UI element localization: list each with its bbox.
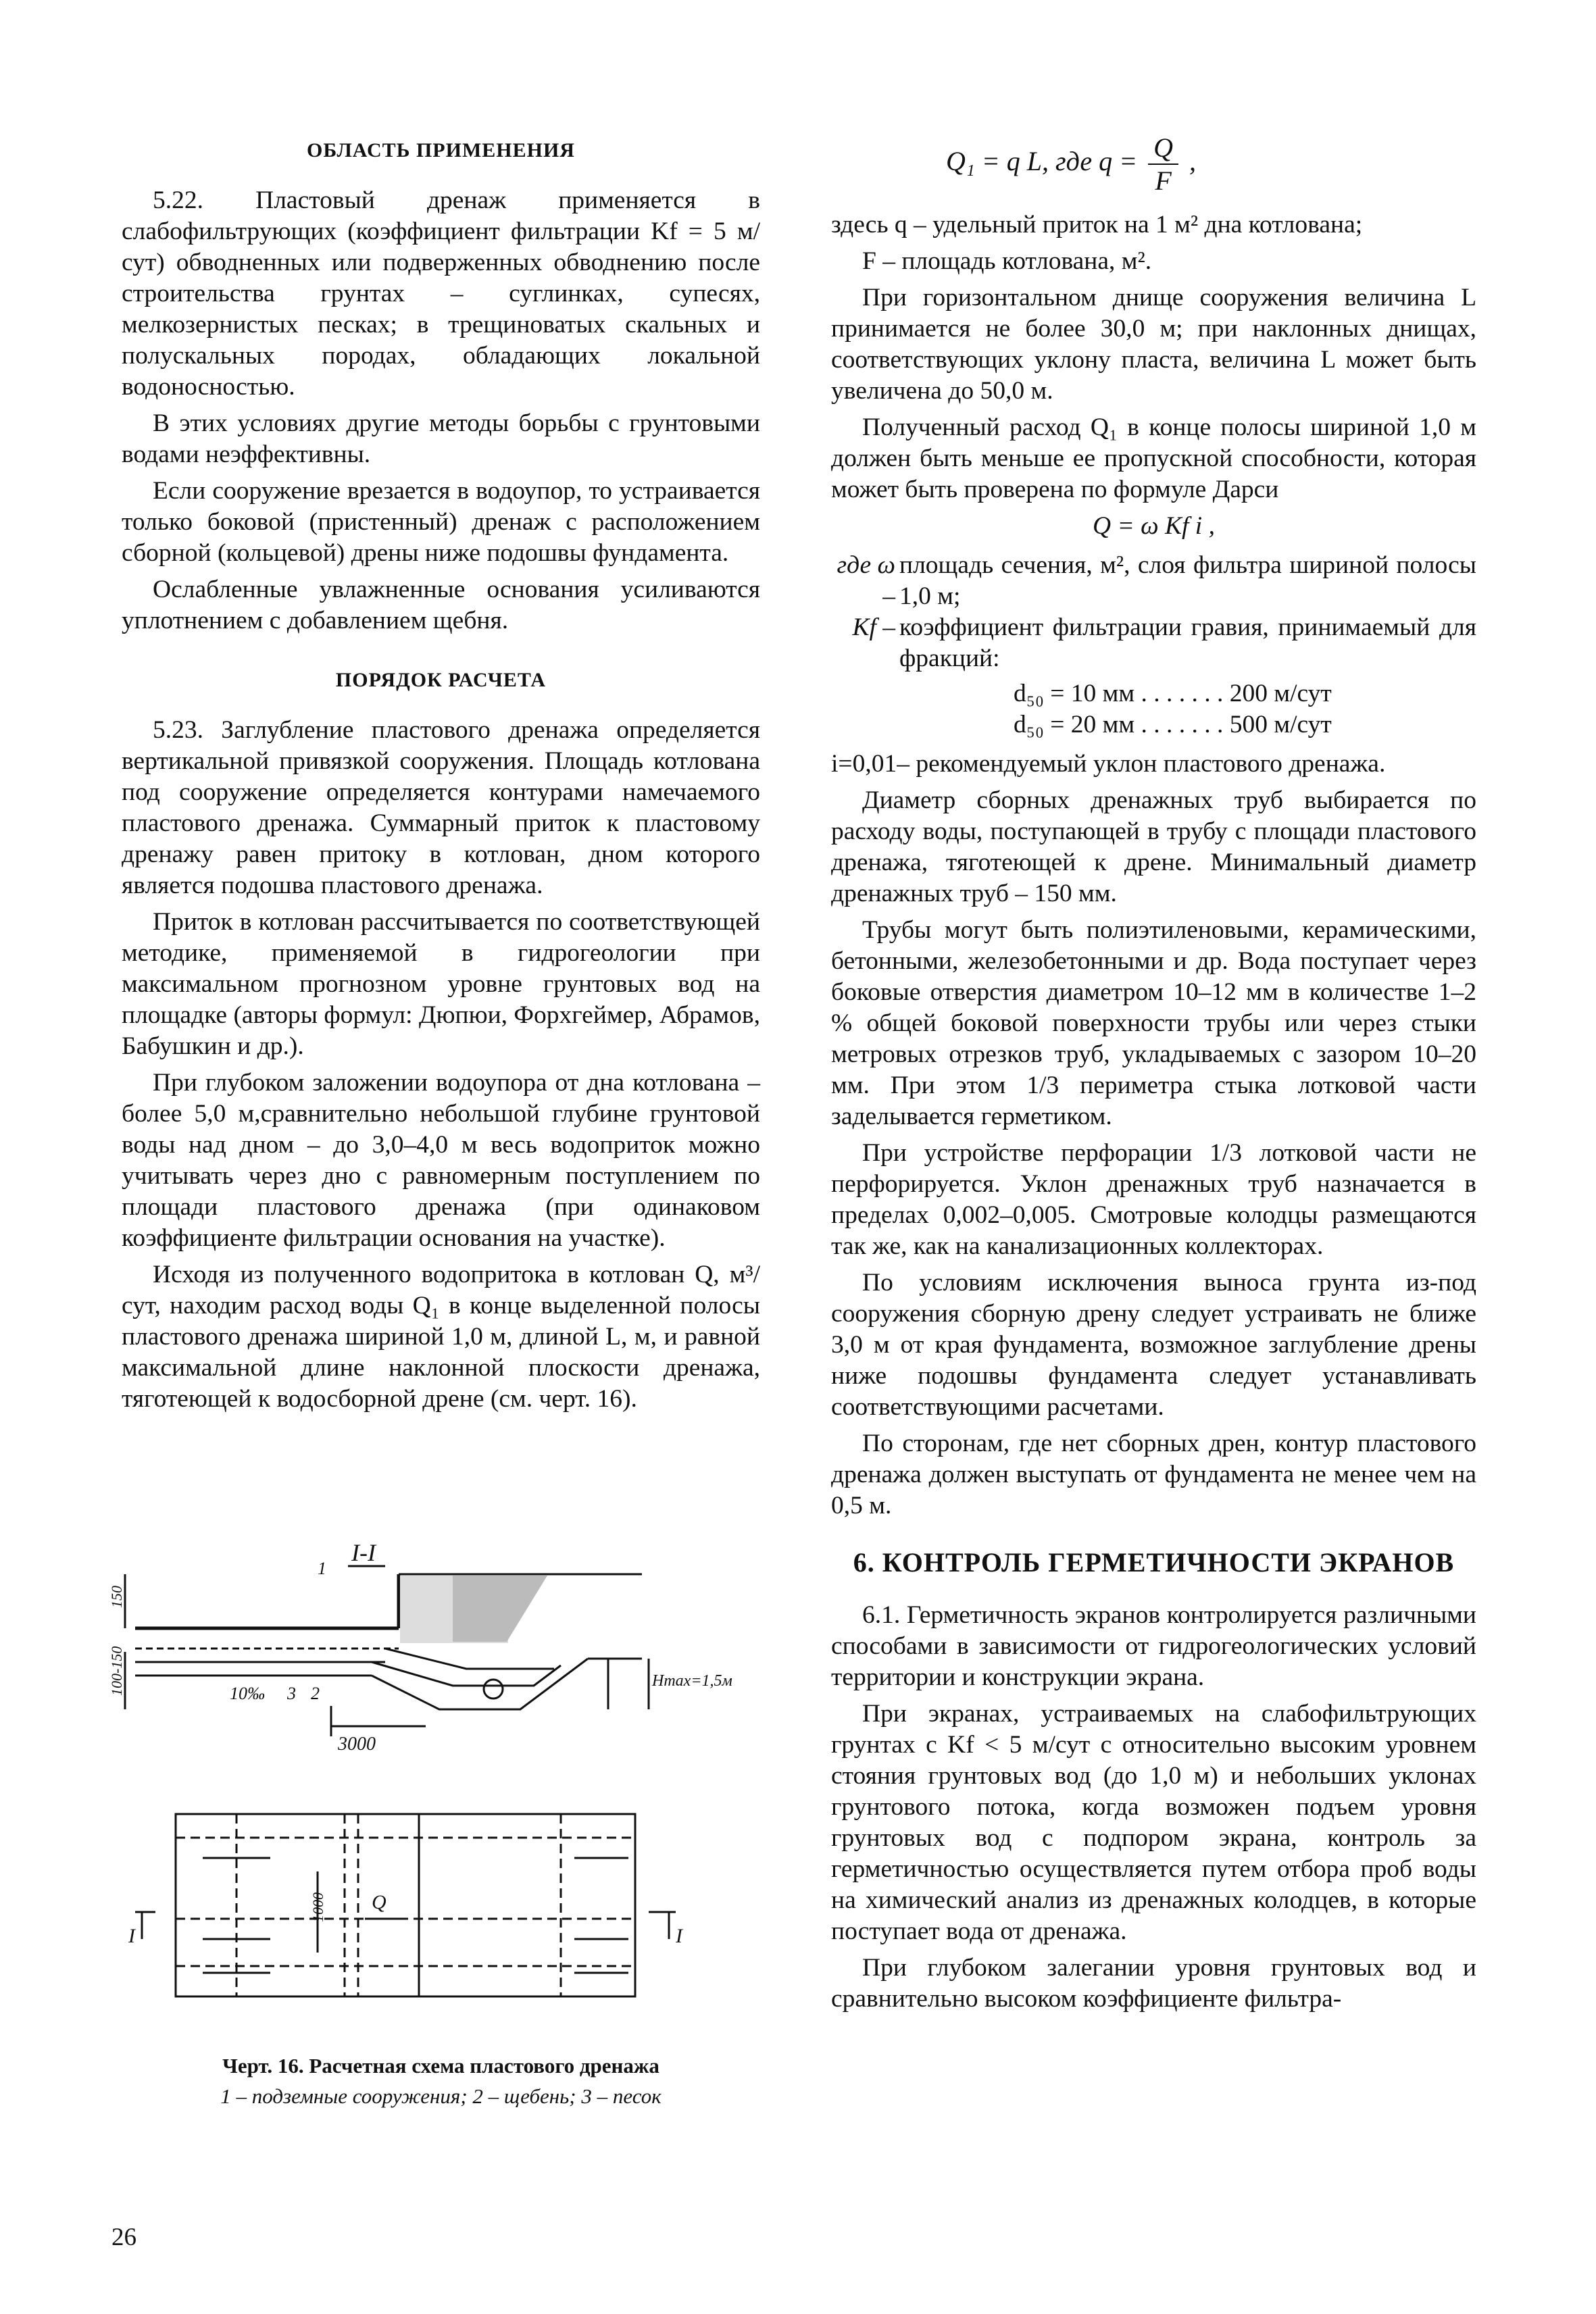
formula-darcy: Q = ω Kf i , xyxy=(1093,512,1215,540)
right-column xyxy=(831,209,1476,2020)
paragraph: При горизонтальном днище сооружения величина L принимается не более 30,0 м; при наклонных днищах, соответствующих уклону пласта, величина L может быть увеличена до 50,0 м. xyxy=(831,284,1476,405)
drainage-scheme-figure xyxy=(108,1534,732,2047)
paragraph: Трубы могут быть полиэтиленовыми, керамическими, бетонными, железобетонными и др. Вода поступает через боковые отверстия диаметром 10–12 мм в количестве 1–2 % общей боковой поверхности трубы или через стыки метровых отрезков труб, укладываемых с зазором 10–20 мм. При этом 1/3 периметра стыка лотковой части заделывается герметиком. xyxy=(831,916,1476,1130)
paragraph-5-23: 5.23. Заглубление пластового дренажа определяется вертикальной привязкой сооружения. Площадь котлована под сооружение определяется контурами намечаемого пластового дренажа. Суммарный приток к пластовому дренажу равен притоку в котлован, дном которого является подошва пластового дренажа. xyxy=(122,716,760,899)
def-key: Kf – xyxy=(852,613,895,641)
section-heading-scope: ОБЛАСТЬ ПРИМЕНЕНИЯ xyxy=(307,139,575,161)
paragraph: При глубоком залегании уровня грунтовых вод и сравнительно высоком коэффициенте фильтра- xyxy=(831,1954,1476,2013)
paragraph: Если сооружение врезается в водоупор, то устраивается только боковой (пристенный) дренаж с расположением сборной (кольцевой) дрены ниже подошвы фундамента. xyxy=(122,477,760,567)
paragraph: При глубоком заложении водоупора от дна котлована – более 5,0 м,сравнительно небольшой глубине грунтовой воды над дном – до 3,0–4,0 м весь водоприток можно учитывать через дно с равномерным поступлением по площади пластового дренажа (при одинаковом коэффициенте фильтрации основания на участке). xyxy=(122,1069,760,1252)
paragraph: здесь q – удельный приток на 1 м² дна котлована; xyxy=(831,211,1363,238)
label-2: 2 xyxy=(311,1684,320,1703)
def-value: коэффициент фильтрации гравия, принимаемый для фракций: xyxy=(899,613,1476,672)
paragraph: Полученный расход Q₁ в конце полосы шириной 1,0 м должен быть меньше ее пропускной способности, которая может быть проверена по формуле Дарси xyxy=(831,413,1476,503)
label-3: 3 xyxy=(287,1684,296,1703)
flow-q-label: Q xyxy=(372,1891,386,1913)
page-number: 26 xyxy=(111,2223,136,2251)
paragraph: Диаметр сборных дренажных труб выбирается по расходу воды, поступающей в трубу с площади пластового дренажа, тяготеющей к дрене. Минимальный диаметр дренажных труб – 150 мм. xyxy=(831,786,1476,907)
formula-q1-lhs: Q₁ = q L, где q = xyxy=(946,146,1138,177)
dim-150: 150 xyxy=(108,1586,125,1608)
paragraph: Приток в котлован рассчитывается по соответствующей методике, применяемой в гидрогеологии при максимальном прогнозном уровне грунтовых вод на площадке (авторы формул: Дюпюи, Форхгеймер, Абрамов, Бабушкин и др.). xyxy=(122,908,760,1060)
dim-1000: 1000 xyxy=(309,1892,326,1922)
paragraph-5-22: 5.22. Пластовый дренаж применяется в слабофильтрующих (коэффициент фильтрации Kf = 5 м/сут) обводненных или подверженных обводнению после строительства грунтах – суглинках, супесях, мелкозернистых песках; в трещиноватых скальных и полускальных породах, обладающих локальной водоносностью. xyxy=(122,186,760,401)
section-mark-right: I xyxy=(676,1925,682,1947)
hmax-label: Hmax=1,5м xyxy=(652,1672,732,1690)
def-key: где ω – xyxy=(837,551,895,610)
label-1: 1 xyxy=(318,1559,326,1578)
dim-100-150: 100-150 xyxy=(108,1646,125,1696)
fraction-table xyxy=(831,678,1476,740)
dim-3000: 3000 xyxy=(338,1734,376,1755)
slope-label: 10‰ xyxy=(230,1684,265,1703)
formula-q1-tail: , xyxy=(1189,146,1196,177)
paragraph: i=0,01– рекомендуемый уклон пластового дренажа. xyxy=(831,750,1386,778)
paragraph: По сторонам, где нет сборных дрен, контур пластового дренажа должен выступать от фундамента не менее чем на 0,5 м. xyxy=(831,1430,1476,1519)
def-value: площадь сечения, м², слоя фильтра шириной полосы 1,0 м; xyxy=(899,551,1476,610)
paragraph: В этих условиях другие методы борьбы с грунтовыми водами неэффективны. xyxy=(122,409,760,468)
paragraph: При устройстве перфорации 1/3 лотковой части не перфорируется. Уклон дренажных труб назначается в пределах 0,002–0,005. Смотровые колодцы размещаются так же, как на канализационных коллекторах. xyxy=(831,1139,1476,1260)
paragraph: При экранах, устраиваемых на слабофильтрующих грунтах с Kf < 5 м/сут с относительно высоким уровнем стояния грунтовых вод (до 1,0 м) и небольших уклонах грунтового потока, когда возможен подъем уровня грунтовых вод с подпором экрана, контроль за герметичностью осуществляется путем отбора проб воды на химический анализ из дренажных колодцев, в которые поступает вода от дренажа. xyxy=(831,1700,1476,1945)
paragraph-6-1: 6.1. Герметичность экранов контролируется различными способами в зависимости от гидрогеологических условий территории и конструкции экрана. xyxy=(831,1601,1476,1691)
left-column xyxy=(122,135,760,1420)
section-label: I-I xyxy=(351,1539,376,1566)
definition-omega xyxy=(831,550,1476,612)
formula-q1 xyxy=(946,132,1419,196)
paragraph: Исходя из полученного водопритока в котлован Q, м³/сут, находим расход воды Q₁ в конце выделенной полосы пластового дренажа шириной 1,0 м, длиной L, м, и равной максимальной длине наклонной плоскости дренажа, тяготеющей к водосборной дрене (см. черт. 16). xyxy=(122,1261,760,1413)
fraction-row: d₅₀ = 10 мм . . . . . . . 200 м/сут xyxy=(1014,680,1332,707)
section-heading-calculation: ПОРЯДОК РАСЧЕТА xyxy=(335,669,547,691)
paragraph: Ослабленные увлажненные основания усиливаются уплотнением с добавлением щебня. xyxy=(122,576,760,634)
section-mark-left: I xyxy=(128,1925,135,1947)
formula-q1-den: F xyxy=(1155,166,1172,196)
paragraph: По условиям исключения выноса грунта из-под сооружения сборную дрену следует устраивать не ближе 3,0 м от края фундамента, возможное заглубление дрены ниже подошвы фундамента следует устанавливать соответствующими расчетами. xyxy=(831,1269,1476,1421)
formula-q1-num: Q xyxy=(1148,132,1178,165)
figure-caption: Черт. 16. Расчетная схема пластового дренажа xyxy=(222,2054,659,2078)
paragraph: F – площадь котлована, м². xyxy=(862,247,1152,275)
fraction-row: d₅₀ = 20 мм . . . . . . . 500 м/сут xyxy=(1014,711,1332,738)
figure-legend: 1 – подземные сооружения; 2 – щебень; 3 – песок xyxy=(220,2084,662,2108)
definition-kf xyxy=(831,612,1476,674)
section-heading-6: 6. КОНТРОЛЬ ГЕРМЕТИЧНОСТИ ЭКРАНОВ xyxy=(853,1547,1455,1578)
